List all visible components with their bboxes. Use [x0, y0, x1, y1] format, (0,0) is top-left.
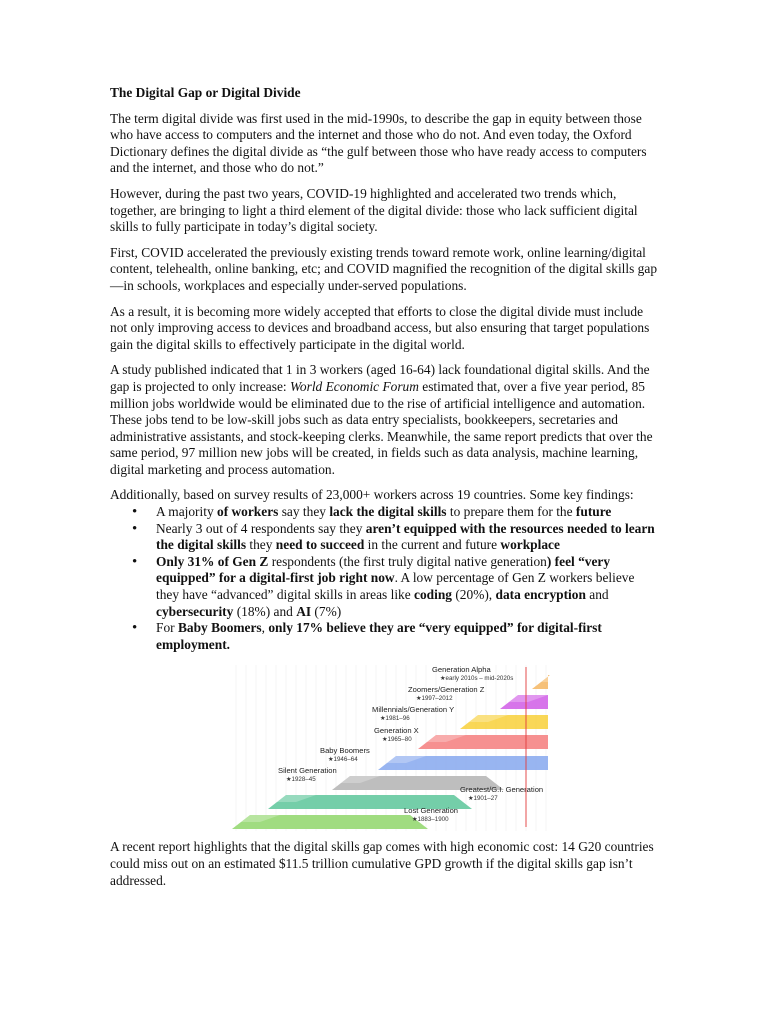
generation-years: ★early 2010s – mid-2020s: [440, 675, 514, 683]
document-page: [110, 85, 660, 898]
generation-band: [418, 735, 548, 749]
generations-figure: [232, 665, 552, 831]
generation-years: ★1965–80: [382, 736, 412, 744]
generation-years: ★1883–1900: [412, 816, 449, 824]
document-title: The Digital Gap or Digital Divide: [110, 85, 301, 100]
generation-years: ★1997–2012: [416, 695, 453, 703]
generation-band: [378, 756, 548, 770]
generation-band: [460, 715, 548, 729]
generation-name: Generation Alpha: [432, 665, 491, 675]
list-item: • Nearly 3 out of 4 respondents say they aren’t equipped with the resources needed to learn the digital skills they need to succeed in the current and future workplace: [156, 521, 660, 554]
paragraph-covid-accelerated: First, COVID accelerated the previously existing trends toward remote work, online learning/digital content, telehealth, online banking, etc; and COVID magnified the recognition of the digital skills gap—in schools, workplaces and especially under-served populations.: [110, 244, 658, 293]
generations-diagram: [232, 665, 552, 831]
generation-name: Baby Boomers: [320, 746, 370, 756]
paragraph-survey: Additionally, based on survey results of 23,000+ workers across 19 countries. Some key findings:: [110, 487, 634, 503]
generation-band: [532, 675, 552, 689]
list-item: • Only 31% of Gen Z respondents (the first truly digital native generation) feel “very equipped” for a digital-first job right now. A low percentage of Gen Z workers believe they have “advanced” digital skills in areas like coding (20%), data encryption and cybersecurity (18%) and AI (7%): [156, 554, 660, 620]
generation-name: Zoomers/Generation Z: [408, 685, 485, 695]
paragraph-covid-trends: However, during the past two years, COVID-19 highlighted and accelerated two trends which, together, are bringing to light a third element of the digital divide: those who lack sufficient digital skills to fully participate in today’s digital society.: [110, 185, 638, 235]
paragraph-efforts: As a result, it is becoming more widely accepted that efforts to close the digital divide must include not only improving access to devices and broadband access, but also ensuring that target populations gain the digital skills to effectively participate in the digital world.: [110, 303, 650, 352]
list-item: • For Baby Boomers, only 17% believe they are “very equipped” for digital-first employment.: [156, 620, 660, 653]
generation-band: [500, 695, 548, 709]
generation-years: ★1928–45: [286, 776, 316, 784]
generation-name: Generation X: [374, 726, 419, 736]
key-findings-list: [110, 504, 660, 653]
generation-name: Silent Generation: [278, 766, 337, 776]
generation-years: ★1901–27: [468, 795, 498, 803]
generation-name: Lost Generation: [404, 806, 459, 816]
wef-name: World Economic Forum: [289, 378, 419, 394]
list-item: • A majority of workers say they lack the digital skills to prepare them for the future: [156, 504, 660, 521]
paragraph-economic-cost: A recent report highlights that the digital skills gap comes with high economic cost: 14 G20 countries could miss out on an estimated $11.5 trillion cumulative GPD growth if the digital skills gap isn’t addressed.: [110, 839, 654, 888]
generation-years: ★1946–64: [328, 756, 358, 764]
generation-name: Millennials/Generation Y: [372, 705, 455, 715]
generation-band: [232, 815, 428, 829]
generation-name: Greatest/G.I. Generation: [460, 785, 544, 795]
paragraph-digital-divide-origin: The term digital divide was first used in the mid-1990s, to describe the gap in equity between those who have access to computers and the internet and those who do not. And even today, the Oxford Dictionary defines the digital divide as “the gulf between those who have ready access to computers and the internet, and those who do not.”: [110, 110, 647, 176]
generation-years: ★1981–96: [380, 715, 410, 723]
paragraph-study: A study published indicated that 1 in 3 workers (aged 16-64) lack foundational digital skills. And the gap is projected to only increase: World Economic Forum estimated that, over a five year period, 85 million jobs worldwide would be eliminated due to the rise of artificial intelligence and automation. These jobs tend to be low-skill jobs such as data entry specialists, bookkeepers, secretaries and administrative assistants, and stock-keeping clerks. Meanwhile, the same report predicts that over the same period, 97 million new jobs will be created, in fields such as data analysis, machine learning, digital marketing and process automation.: [110, 362, 653, 477]
